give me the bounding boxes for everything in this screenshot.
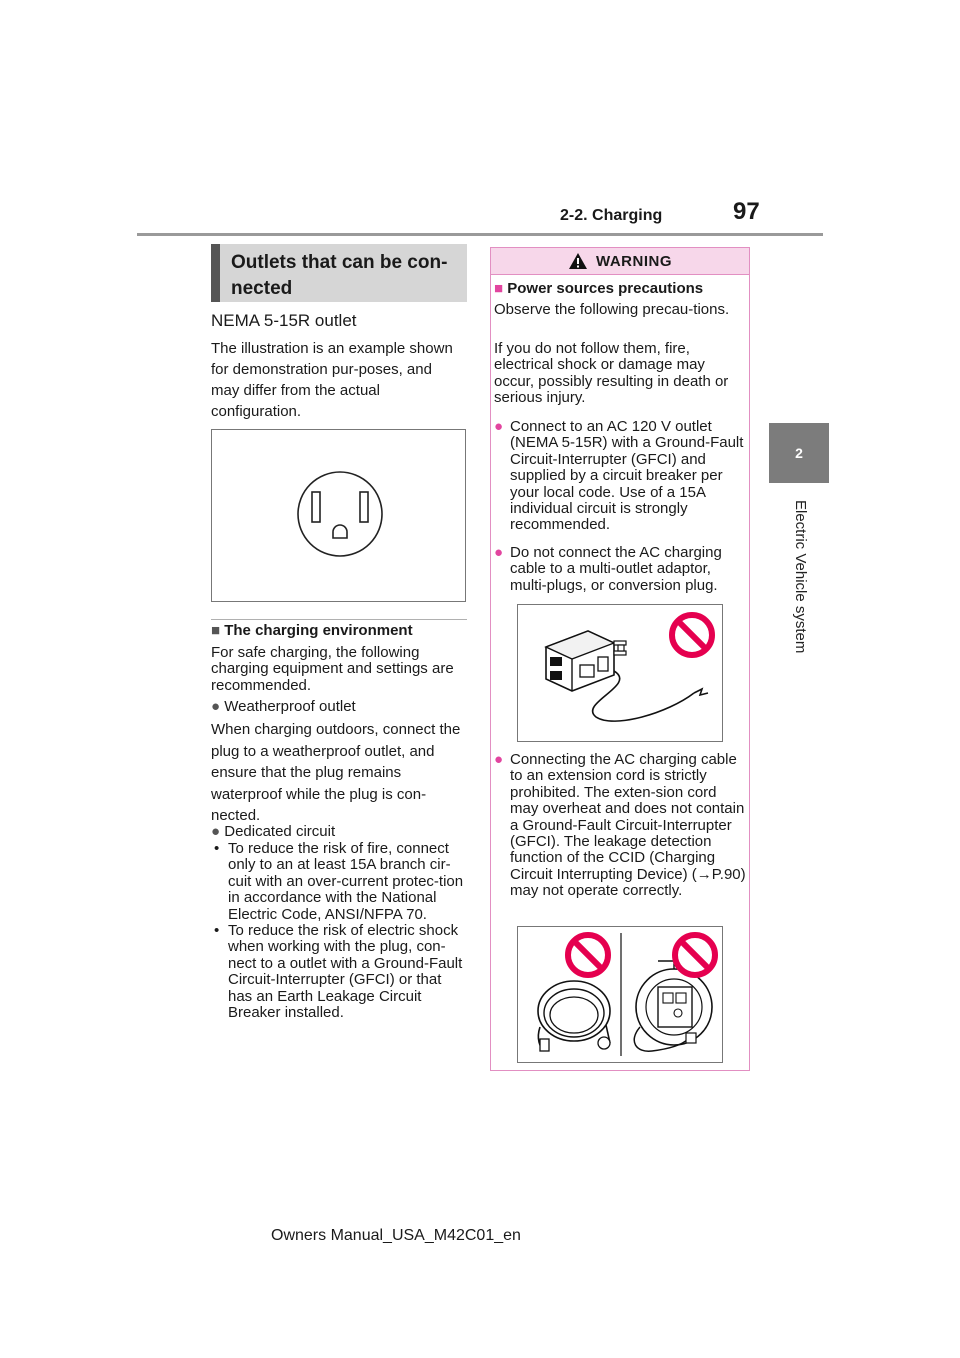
square-bullet-icon: ■: [494, 280, 504, 297]
warning-header: [491, 248, 749, 275]
power-sources-heading: [494, 280, 703, 297]
page-number: 97: [733, 198, 760, 225]
bullet-icon: ●: [494, 751, 504, 768]
extension-cord-illustration: [517, 926, 723, 1063]
warning-bullet-1-text: Connect to an AC 120 V outlet (NEMA 5-15R) with a Ground-Fault Circuit-Interrupter (GFCI) and supplied by a circuit breaker per your local code. Use of a 15A individual circuit is strongly recommended.: [510, 418, 744, 534]
warning-bullet-2-text: Do not connect the AC charging cable to a multi-outlet adaptor, multi-plugs, or conversion plug.: [510, 544, 722, 594]
square-bullet-icon: ■: [211, 622, 221, 639]
header-rule: [137, 233, 823, 236]
outlet-illustration: [211, 429, 466, 602]
extension-cord-icon: [518, 927, 722, 1062]
outlet-name: NEMA 5-15R outlet: [211, 311, 357, 330]
charging-environment-heading-text: The charging environment: [224, 622, 413, 639]
section-divider: [211, 619, 467, 620]
weatherproof-title: Weatherproof outlet: [224, 698, 356, 715]
footer-manual-id: Owners Manual_USA_M42C01_en: [271, 1227, 521, 1244]
warning-title: WARNING: [596, 252, 672, 270]
warning-bullet-2: [494, 545, 748, 594]
outlets-section-heading: [211, 244, 467, 302]
circuit-point: • To reduce the risk of fire, connect only to an at least 15A branch cir-cuit with an over-current protec-tion in accordance with the National Electric Code, ANSI/NFPA 70.: [214, 841, 466, 923]
dedicated-circuit-item: [211, 824, 335, 840]
adapter-illustration: [517, 604, 723, 742]
outlets-section-heading-text: Outlets that can be con- nected: [231, 252, 448, 299]
warning-triangle-icon: [568, 252, 588, 270]
section-title: 2-2. Charging: [560, 207, 663, 224]
charging-environment-heading: [211, 622, 413, 639]
power-sources-heading-text: Power sources precautions: [507, 280, 704, 297]
bullet-icon: ●: [494, 544, 504, 561]
multi-outlet-adapter-icon: [518, 605, 722, 741]
warning-bullet-1: [494, 419, 748, 534]
dedicated-circuit-title: Dedicated circuit: [224, 823, 336, 840]
dedicated-circuit-points: [214, 841, 466, 1021]
chapter-tab[interactable]: 2: [769, 423, 829, 483]
warning-paragraph-2: If you do not follow them, fire, electrical shock or damage may occur, possibly resulting in death or serious injury.: [494, 340, 729, 407]
bullet-icon: ●: [211, 823, 221, 840]
bullet-icon: ●: [494, 418, 504, 435]
warning-bullet-3-text: Connecting the AC charging cable to an extension cord is strictly prohibited. The exten-sion cord may overheat and does not contain a Ground-Fault Circuit-Interrupter (GFCI). The leakage detection function of the CCID (Charging Circuit Interrupting Device) (→P.90) may not operate correctly.: [510, 751, 746, 900]
charging-environment-intro: For safe charging, the following charging equipment and settings are recommended.: [211, 644, 454, 694]
illustration-note: The illustration is an example shown for demonstration pur-poses, and may differ from the actual configuration.: [211, 340, 453, 420]
weatherproof-text: When charging outdoors, connect the plug to a weatherproof outlet, and ensure that the plug remains waterproof while the plug is con-nected.: [211, 721, 461, 825]
warning-bullet-3: [494, 752, 748, 900]
chapter-label: Electric Vehicle system: [792, 500, 809, 654]
circuit-point: • To reduce the risk of electric shock when working with the plug, con-nect to a outlet with a Ground-Fault Circuit-Interrupter (GFCI) or that has an Earth Leakage Circuit Breaker installed.: [214, 923, 466, 1021]
warning-paragraph-1: Observe the following precau-tions.: [494, 301, 730, 318]
bullet-icon: ●: [211, 698, 221, 715]
weatherproof-item: [211, 696, 356, 717]
nema-outlet-icon: [212, 430, 465, 601]
